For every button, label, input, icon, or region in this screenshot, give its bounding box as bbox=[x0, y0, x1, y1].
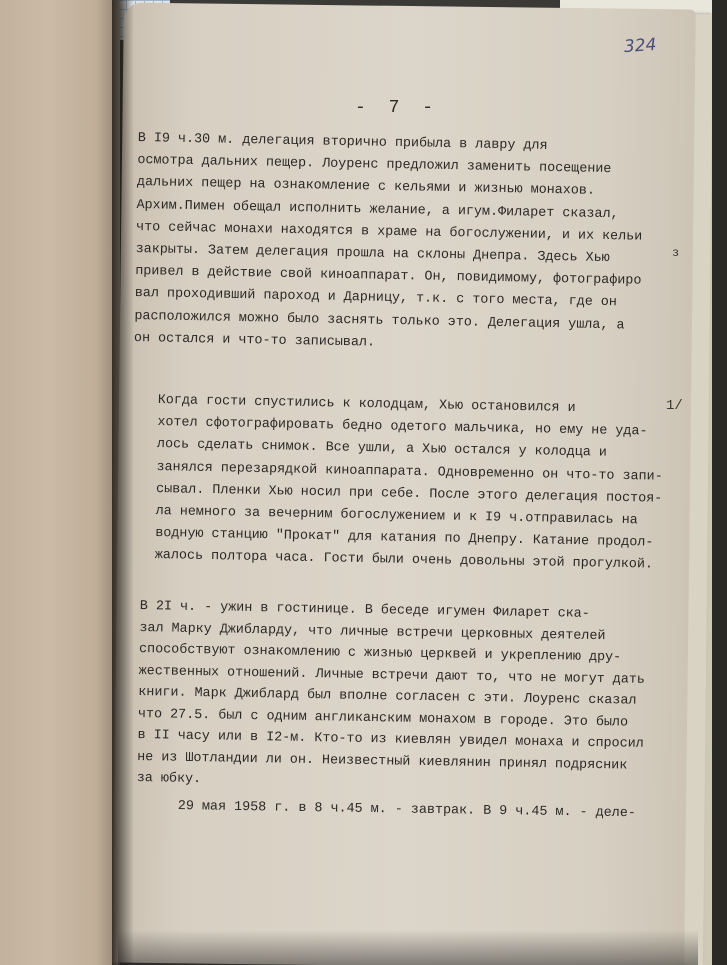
text-line: В 2I ч. - ужин в гостинице. В беседе игумен Филарет ска- bbox=[139, 598, 590, 622]
text-line: жественных отношений. Личные встречи дают то, что не могут дать bbox=[138, 663, 645, 688]
page-number: - 7 - bbox=[355, 98, 440, 118]
text-line: Архим.Пимен обещал исполнить желание, а игум.Филарет сказал, bbox=[136, 197, 619, 222]
spine-shadow bbox=[112, 0, 134, 965]
text-line: ла немного за вечерним богослужением и к I9 ч.отправилась на bbox=[155, 503, 638, 529]
bottom-shadow bbox=[118, 930, 698, 965]
text-line: осмотра дальних пещер. Лоуренс предложил заменить посещение bbox=[137, 153, 612, 178]
text-line: привел в действие свой киноаппарат. Он, повидимому, фотографиро bbox=[135, 264, 642, 289]
text-line: он остался и что-то записывал. bbox=[133, 330, 376, 351]
text-line: расположился можно было заснять только это. Делегация ушла, а bbox=[134, 308, 625, 333]
text-line: что сейчас монахи находятся в храме на богослужении, и их кельи bbox=[135, 219, 643, 245]
text-line: 29 мая 1958 г. в 8 ч.45 м. - завтрак. В 9 ч.45 м. - деле- bbox=[177, 798, 636, 822]
text-line: зал Марку Джибларду, что личные встречи церковных деятелей bbox=[139, 620, 606, 644]
text-line: сывал. Пленки Хью носил при себе. После этого делегация постоя- bbox=[155, 481, 663, 507]
text-line: В I9 ч.30 м. делегация вторично прибыла в лавру для bbox=[137, 130, 548, 154]
text-line: вал проходивший пароход и Дарницу, т.к. с того места, где он bbox=[134, 286, 618, 311]
text-line: хотел сфотографировать бедно одетого мальчика, но ему не уда- bbox=[157, 415, 648, 440]
text-line: в II часу или в I2-м. Кто-то из киевлян увидел монаха и спросил bbox=[137, 727, 644, 752]
text-line: способствуют ознакомлению с жизнью церквей и укреплению дру- bbox=[138, 641, 622, 666]
text-line: водную станцию "Прокат" для катания по Днепру. Катание продол- bbox=[155, 526, 654, 551]
paragraph-2 bbox=[155, 390, 665, 577]
text-line: что 27.5. был с одним англиканским монахом в городе. Это было bbox=[137, 706, 629, 731]
text-line: за юбку. bbox=[136, 770, 202, 788]
text-line: занялся перезарядкой киноаппарата. Одновременно он что-то запи- bbox=[156, 459, 663, 485]
paragraph-3 bbox=[137, 596, 647, 798]
text-line: жалось полтора часа. Гости были очень довольны этой прогулкой. bbox=[154, 548, 654, 573]
paragraph-1 bbox=[134, 128, 644, 360]
margin-mark: з bbox=[672, 246, 680, 260]
text-line: закрыты. Затем делегация прошла на склоны Днепра. Здесь Хью bbox=[135, 241, 610, 267]
dark-edge bbox=[712, 0, 727, 965]
text-line: книги. Марк Джиблард был вполне согласен с эти. Лоуренс сказал bbox=[138, 684, 637, 709]
text-line: Когда гости спустились к колодцам, Хью остановился и bbox=[157, 392, 576, 417]
text-line: дальних пещер на ознакомление с кельями и жизнью монахов. bbox=[136, 175, 596, 200]
text-line: не из Шотландии ли он. Неизвестный киевлянин принял подрясник bbox=[137, 749, 628, 774]
archive-folio-number: 324 bbox=[623, 34, 658, 58]
margin-mark: 1/ bbox=[666, 398, 683, 414]
text-line: лось сделать снимок. Все ушли, а Хью остался у колодца и bbox=[156, 437, 608, 462]
left-page-of-book bbox=[0, 0, 120, 965]
